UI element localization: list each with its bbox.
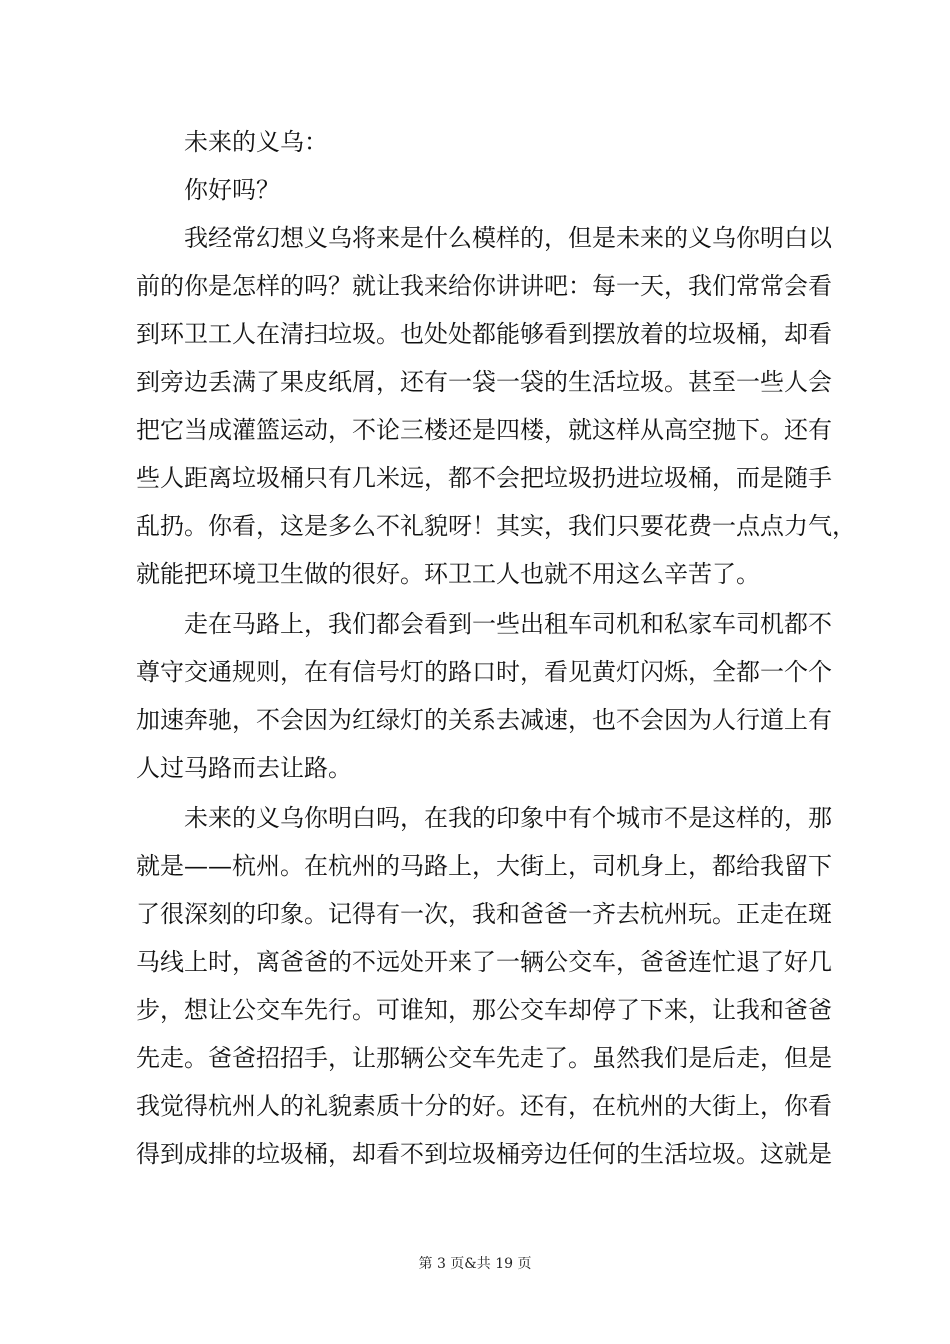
paragraph-line: 我经常幻想义乌将来是什么模样的，但是未来的义乌你明白以 xyxy=(136,224,832,252)
paragraph-line: 些人距离垃圾桶只有几米远，都不会把垃圾扔进垃圾桶，而是随手 xyxy=(136,464,832,492)
paragraph-3 xyxy=(136,794,832,1178)
paragraph-line: 我觉得杭州人的礼貌素质十分的好。还有，在杭州的大街上，你看 xyxy=(136,1092,832,1120)
document-body xyxy=(136,118,856,1180)
greeting-line xyxy=(136,118,826,166)
paragraph-line: 先走。爸爸招招手，让那辆公交车先走了。虽然我们是后走，但是 xyxy=(136,1044,832,1072)
paragraph-line: 马线上时，离爸爸的不远处开来了一辆公交车，爸爸连忙退了好几 xyxy=(136,948,832,976)
paragraph-line: 未来的义乌你明白吗，在我的印象中有个城市不是这样的，那 xyxy=(136,804,832,832)
page-number-label: 第 3 页&共 19 页 xyxy=(418,1256,532,1272)
salutation-text: 你好吗？ xyxy=(184,176,280,204)
salutation-line xyxy=(136,166,826,214)
paragraph-1 xyxy=(136,214,856,598)
paragraph-line: 就能把环境卫生做的很好。环卫工人也就不用这么辛苦了。 xyxy=(136,560,760,588)
paragraph-line: 乱扔。你看，这是多么不礼貌呀！其实，我们只要花费一点点力气， xyxy=(136,512,856,540)
page-footer xyxy=(0,1254,950,1274)
paragraph-line: 步，想让公交车先行。可谁知，那公交车却停了下来，让我和爸爸 xyxy=(136,996,832,1024)
paragraph-line: 前的你是怎样的吗？就让我来给你讲讲吧：每一天，我们常常会看 xyxy=(136,272,832,300)
paragraph-line: 走在马路上，我们都会看到一些出租车司机和私家车司机都不 xyxy=(136,610,832,638)
paragraph-line: 人过马路而去让路。 xyxy=(136,754,352,782)
greeting-text: 未来的义乌： xyxy=(184,128,328,156)
paragraph-2 xyxy=(136,600,832,792)
paragraph-line: 就是——杭州。在杭州的马路上，大街上，司机身上，都给我留下 xyxy=(136,852,832,880)
paragraph-line: 加速奔驰，不会因为红绿灯的关系去减速，也不会因为人行道上有 xyxy=(136,706,832,734)
paragraph-line: 得到成排的垃圾桶，却看不到垃圾桶旁边任何的生活垃圾。这就是 xyxy=(136,1140,832,1168)
paragraph-line: 到旁边丢满了果皮纸屑，还有一袋一袋的生活垃圾。甚至一些人会 xyxy=(136,368,832,396)
paragraph-line: 把它当成灌篮运动，不论三楼还是四楼，就这样从高空抛下。还有 xyxy=(136,416,832,444)
paragraph-line: 了很深刻的印象。记得有一次，我和爸爸一齐去杭州玩。正走在斑 xyxy=(136,900,832,928)
paragraph-line: 到环卫工人在清扫垃圾。也处处都能够看到摆放着的垃圾桶，却看 xyxy=(136,320,832,348)
paragraph-line: 尊守交通规则，在有信号灯的路口时，看见黄灯闪烁，全都一个个 xyxy=(136,658,832,686)
